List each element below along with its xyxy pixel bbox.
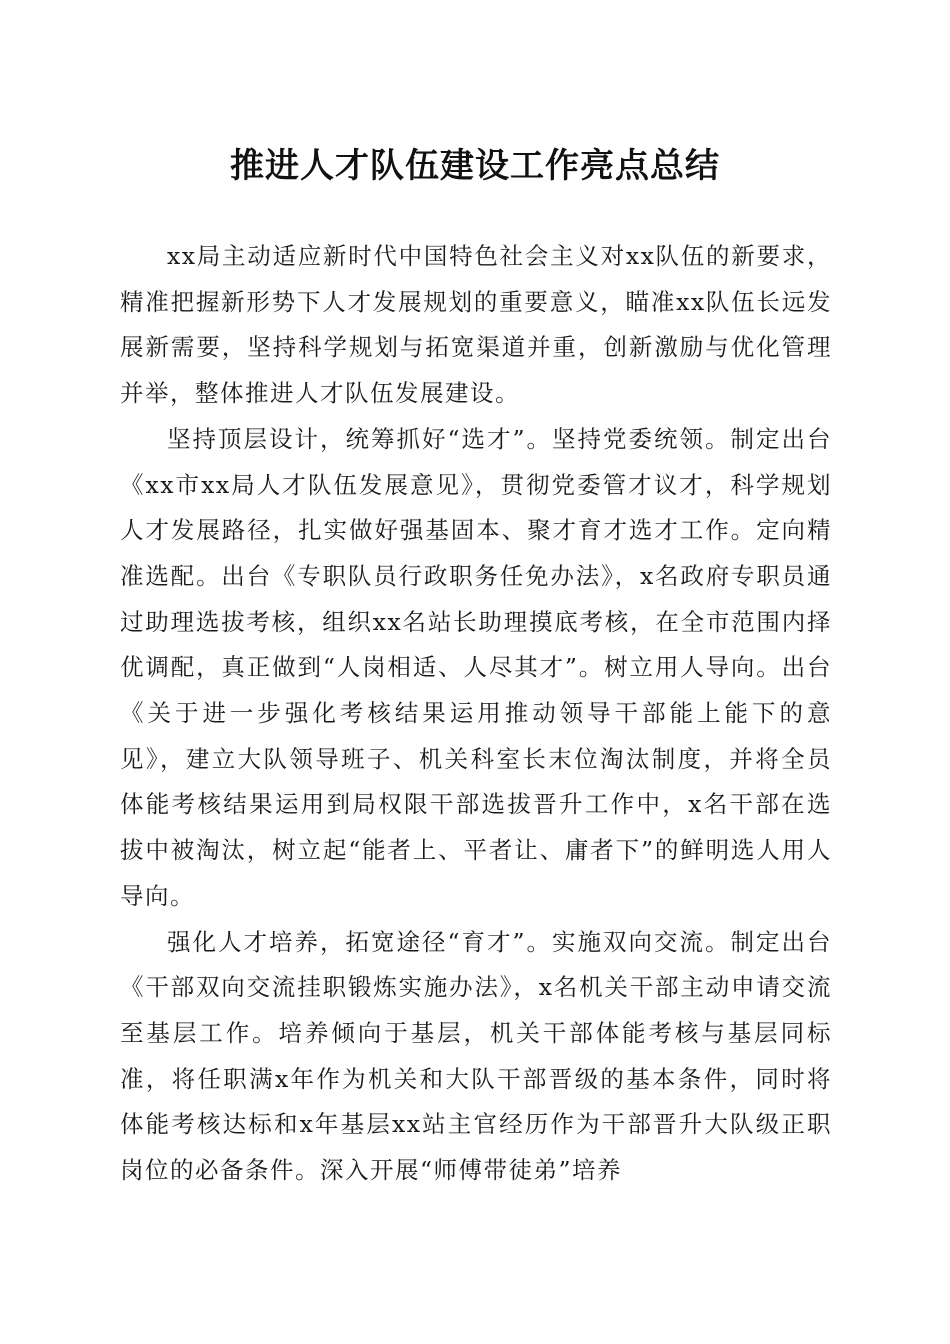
paragraph-intro: xx局主动适应新时代中国特色社会主义对xx队伍的新要求，精准把握新形势下人才发展规划的重要意义，瞄准xx队伍长远发展新需要，坚持科学规划与拓宽渠道并重，创新激励与优化管理并举，整体推进人才队伍发展建设。	[120, 242, 832, 408]
document-body	[120, 234, 832, 1194]
paragraph-talent-training: 强化人才培养，拓宽途径“育才”。实施双向交流。制定出台《干部双向交流挂职锻炼实施办法》，x名机关干部主动申请交流至基层工作。培养倾向于基层，机关干部体能考核与基层同标准，将任职满x年作为机关和大队干部晋级的基本条件，同时将体能考核达标和x年基层xx站主官经历作为干部晋升大队级正职岗位的必备条件。深入开展“师傅带徒弟”培养	[120, 927, 832, 1185]
document-title: 推进人才队伍建设工作亮点总结	[230, 146, 720, 186]
paragraph-talent-selection: 坚持顶层设计，统筹抓好“选才”。坚持党委统领。制定出台《xx市xx局人才队伍发展意见》，贯彻党委管才议才，科学规划人才发展路径，扎实做好强基固本、聚才育才选才工作。定向精准选配。出台《专职队员行政职务任免办法》，x名政府专职员通过助理选拔考核，组织xx名站长助理摸底考核，在全市范围内择优调配，真正做到“人岗相适、人尽其才”。树立用人导向。出台《关于进一步强化考核结果运用推动领导干部能上能下的意见》，建立大队领导班子、机关科室长末位淘汰制度，并将全员体能考核结果运用到局权限干部选拔晋升工作中，x名干部在选拔中被淘汰，树立起“能者上、平者让、庸者下”的鲜明选人用人导向。	[120, 424, 832, 910]
